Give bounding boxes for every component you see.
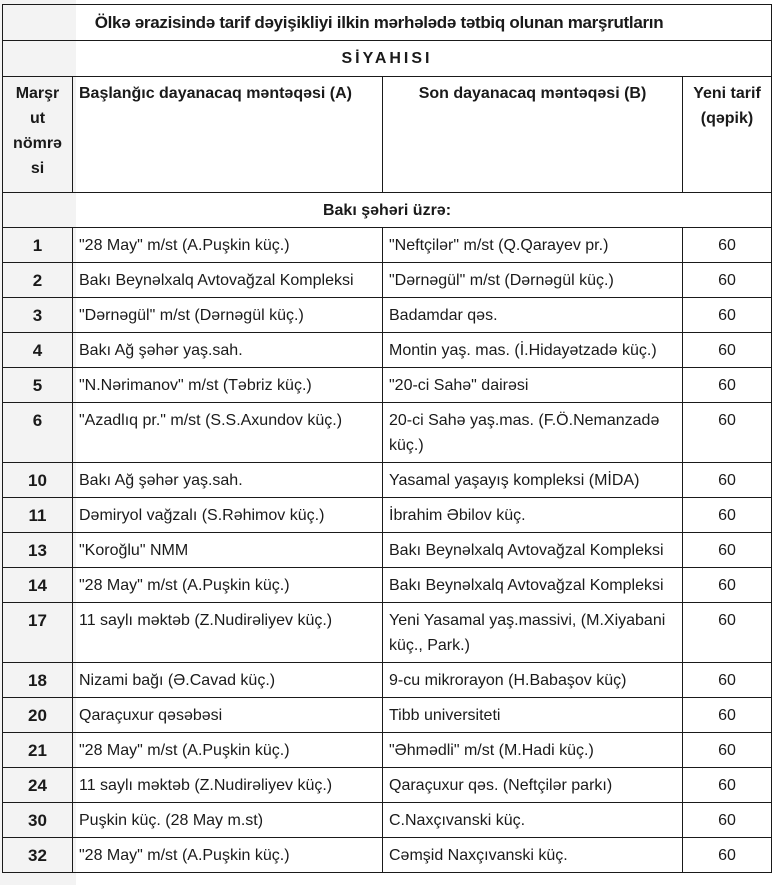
fare-cell: 60 <box>683 298 772 333</box>
route-number-cell: 13 <box>3 533 73 568</box>
header-line: (qəpik) <box>700 110 754 127</box>
header-row <box>3 77 772 193</box>
document-subtitle: SİYAHISI <box>3 41 772 77</box>
start-stop-cell: "28 May" m/st (A.Puşkin küç.) <box>73 733 383 768</box>
column-header-end: Son dayanacaq məntəqəsi (B) <box>383 77 683 193</box>
table-row <box>3 368 772 403</box>
route-number-cell: 14 <box>3 568 73 603</box>
table-row <box>3 838 772 873</box>
fare-cell: 60 <box>683 568 772 603</box>
start-stop-cell: Puşkin küç. (28 May m.st) <box>73 803 383 838</box>
route-number-cell: 18 <box>3 663 73 698</box>
end-stop-cell: Badamdar qəs. <box>383 298 683 333</box>
end-stop-cell: Cəmşid Naxçıvanski küç. <box>383 838 683 873</box>
route-number-cell: 1 <box>3 228 73 263</box>
subtitle-row <box>3 41 772 77</box>
start-stop-cell: Dəmiryol vağzalı (S.Rəhimov küç.) <box>73 498 383 533</box>
route-number-cell: 3 <box>3 298 73 333</box>
document-title-text: Ölkə ərazisində tarif dəyişikliyi ilkin mərhələdə tətbiq olunan marşrutların <box>94 13 664 32</box>
column-header-start: Başlanğıc dayanacaq məntəqəsi (A) <box>73 77 383 193</box>
end-stop-cell: "20-ci Sahə" dairəsi <box>383 368 683 403</box>
route-number-cell: 2 <box>3 263 73 298</box>
table-row <box>3 803 772 838</box>
header-line: ut <box>29 110 46 127</box>
fare-cell: 60 <box>683 838 772 873</box>
table-row <box>3 568 772 603</box>
routes-table <box>2 4 772 873</box>
start-stop-cell: "28 May" m/st (A.Puşkin küç.) <box>73 838 383 873</box>
fare-cell: 60 <box>683 698 772 733</box>
end-stop-cell: Montin yaş. mas. (İ.Hidayətzadə küç.) <box>383 333 683 368</box>
end-stop-cell: C.Naxçıvanski küç. <box>383 803 683 838</box>
title-row <box>3 5 772 41</box>
table-row <box>3 298 772 333</box>
start-stop-cell: "28 May" m/st (A.Puşkin küç.) <box>73 228 383 263</box>
end-stop-cell: Tibb universiteti <box>383 698 683 733</box>
column-header-route-number <box>3 77 73 193</box>
start-stop-cell: 11 saylı məktəb (Z.Nudirəliyev küç.) <box>73 603 383 663</box>
fare-cell: 60 <box>683 263 772 298</box>
fare-cell: 60 <box>683 603 772 663</box>
header-line: si <box>30 160 45 177</box>
start-stop-cell: "28 May" m/st (A.Puşkin küç.) <box>73 568 383 603</box>
fare-cell: 60 <box>683 228 772 263</box>
table-row <box>3 228 772 263</box>
end-stop-cell: 9-cu mikrorayon (H.Babaşov küç) <box>383 663 683 698</box>
table-row <box>3 603 772 663</box>
route-number-cell: 24 <box>3 768 73 803</box>
route-number-cell: 30 <box>3 803 73 838</box>
table-row <box>3 263 772 298</box>
route-number-cell: 21 <box>3 733 73 768</box>
route-number-cell: 11 <box>3 498 73 533</box>
end-stop-cell: Qaraçuxur qəs. (Neftçilər parkı) <box>383 768 683 803</box>
table-row <box>3 463 772 498</box>
table-row <box>3 698 772 733</box>
table-row <box>3 498 772 533</box>
end-stop-cell: 20-ci Sahə yaş.mas. (F.Ö.Nemanzadə küç.) <box>383 403 683 463</box>
fare-cell: 60 <box>683 368 772 403</box>
route-number-cell: 4 <box>3 333 73 368</box>
start-stop-cell: Nizami bağı (Ə.Cavad küç.) <box>73 663 383 698</box>
header-line: Yeni tarif <box>693 85 761 102</box>
table-row <box>3 663 772 698</box>
route-number-cell: 6 <box>3 403 73 463</box>
table-row <box>3 403 772 463</box>
fare-cell: 60 <box>683 733 772 768</box>
header-line: Marşr <box>15 85 60 102</box>
table-row <box>3 333 772 368</box>
table-row <box>3 533 772 568</box>
end-stop-cell: "Dərnəgül" m/st (Dərnəgül küç.) <box>383 263 683 298</box>
header-line: nömrə <box>13 135 62 152</box>
start-stop-cell: Bakı Beynəlxalq Avtovağzal Kompleksi <box>73 263 383 298</box>
table-row <box>3 768 772 803</box>
fare-cell: 60 <box>683 463 772 498</box>
end-stop-cell: Bakı Beynəlxalq Avtovağzal Kompleksi <box>383 568 683 603</box>
end-stop-cell: "Əhmədli" m/st (M.Hadi küç.) <box>383 733 683 768</box>
route-number-cell: 32 <box>3 838 73 873</box>
fare-cell: 60 <box>683 498 772 533</box>
section-row <box>3 193 772 228</box>
section-label: Bakı şəhəri üzrə: <box>3 193 772 228</box>
start-stop-cell: 11 saylı məktəb (Z.Nudirəliyev küç.) <box>73 768 383 803</box>
route-number-cell: 10 <box>3 463 73 498</box>
end-stop-cell: Bakı Beynəlxalq Avtovağzal Kompleksi <box>383 533 683 568</box>
start-stop-cell: "Azadlıq pr." m/st (S.S.Axundov küç.) <box>73 403 383 463</box>
document-title <box>3 5 772 41</box>
start-stop-cell: "N.Nərimanov" m/st (Təbriz küç.) <box>73 368 383 403</box>
end-stop-cell: Yasamal yaşayış kompleksi (MİDA) <box>383 463 683 498</box>
start-stop-cell: "Dərnəgül" m/st (Dərnəgül küç.) <box>73 298 383 333</box>
route-number-cell: 20 <box>3 698 73 733</box>
table-row <box>3 733 772 768</box>
fare-cell: 60 <box>683 333 772 368</box>
start-stop-cell: Bakı Ağ şəhər yaş.sah. <box>73 463 383 498</box>
fare-cell: 60 <box>683 663 772 698</box>
start-stop-cell: "Koroğlu" NMM <box>73 533 383 568</box>
start-stop-cell: Qaraçuxur qəsəbəsi <box>73 698 383 733</box>
route-number-cell: 5 <box>3 368 73 403</box>
fare-cell: 60 <box>683 768 772 803</box>
end-stop-cell: "Neftçilər" m/st (Q.Qarayev pr.) <box>383 228 683 263</box>
end-stop-cell: İbrahim Əbilov küç. <box>383 498 683 533</box>
fare-cell: 60 <box>683 403 772 463</box>
fare-cell: 60 <box>683 533 772 568</box>
route-number-cell: 17 <box>3 603 73 663</box>
column-header-fare <box>683 77 772 193</box>
end-stop-cell: Yeni Yasamal yaş.massivi, (M.Xiyabani küç., Park.) <box>383 603 683 663</box>
start-stop-cell: Bakı Ağ şəhər yaş.sah. <box>73 333 383 368</box>
fare-cell: 60 <box>683 803 772 838</box>
